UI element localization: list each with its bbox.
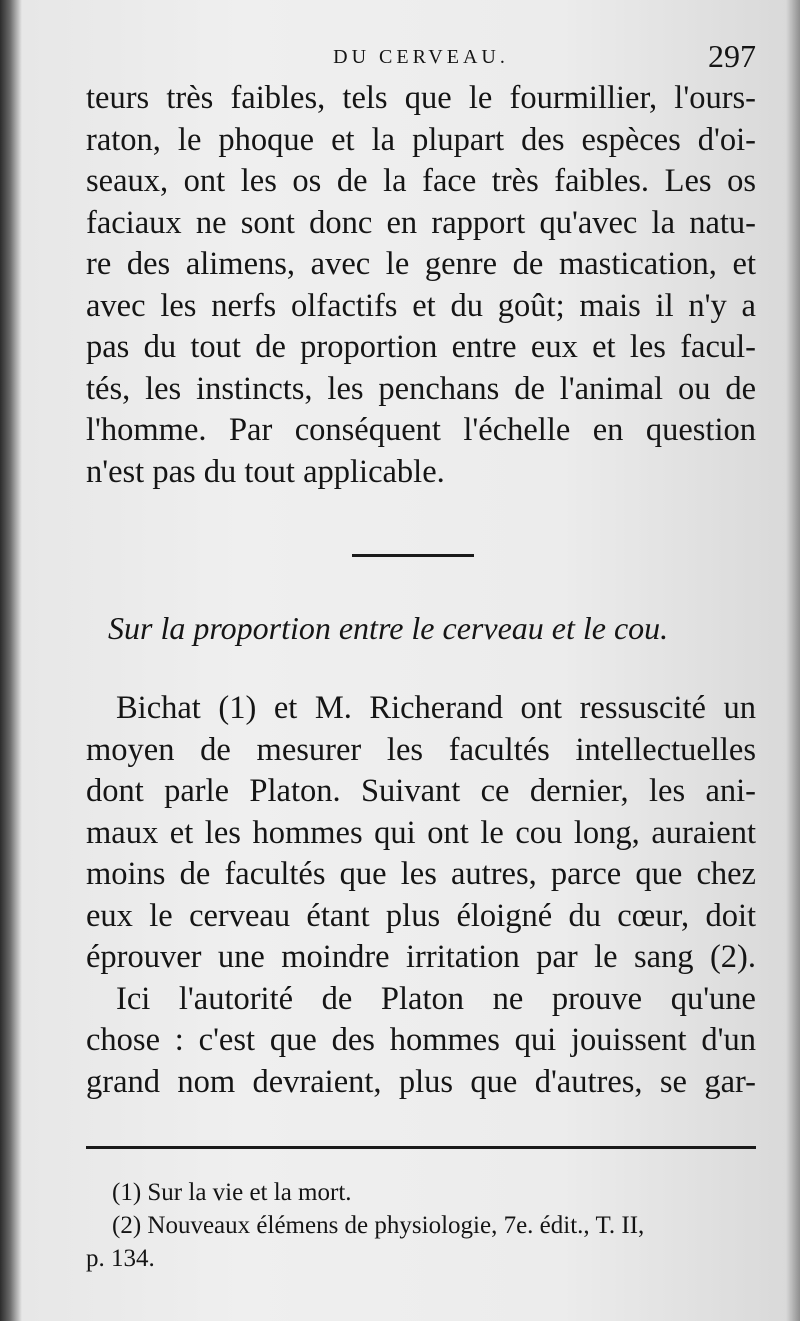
- text-line: avec les nerfs olfactifs et du goût; mais il n'y a: [86, 287, 756, 324]
- footnote-1: (1) Sur la vie et la mort.: [112, 1179, 352, 1206]
- text-line: tés, les instincts, les penchans de l'animal ou de: [86, 370, 756, 407]
- text-line: eux le cerveau étant plus éloigné du cœur, doit: [86, 897, 756, 934]
- text-line: l'homme. Par conséquent l'échelle en question: [86, 412, 756, 448]
- text-line: Bichat (1) et M. Richerand ont ressuscité un: [116, 690, 756, 726]
- text-line: maux et les hommes qui ont le cou long, auraient: [86, 814, 756, 851]
- text-line: pas du tout de proportion entre eux et les facul-: [86, 329, 756, 365]
- text-line: éprouver une moindre irritation par le sang (2).: [86, 939, 756, 975]
- text-line: moyen de mesurer les facultés intellectuelles: [86, 731, 756, 768]
- footnote-2-continued: p. 134.: [86, 1245, 155, 1272]
- text-line: Ici l'autorité de Platon ne prouve qu'une: [116, 980, 756, 1017]
- text-line: faciaux ne sont donc en rapport qu'avec la natu-: [86, 204, 756, 241]
- section-divider: [352, 554, 474, 557]
- page-edge-shadow: [786, 0, 800, 1321]
- text-line: re des alimens, avec le genre de mastication, et: [86, 246, 756, 282]
- text-line: raton, le phoque et la plupart des espèces d'oi-: [86, 121, 756, 158]
- running-head: DU CERVEAU.: [333, 46, 509, 68]
- footnotes: [86, 1176, 756, 1275]
- text-line: teurs très faibles, tels que le fourmillier, l'ours-: [86, 80, 756, 116]
- section-title: Sur la proportion entre le cerveau et le cou.: [108, 610, 669, 646]
- paragraph-2: [86, 688, 756, 1103]
- text-line: dont parle Platon. Suivant ce dernier, les ani-: [86, 773, 756, 809]
- paragraph-1: [86, 78, 756, 493]
- binding-shadow: [0, 0, 22, 1321]
- text-line: moins de facultés que les autres, parce que chez: [86, 856, 756, 892]
- page-header: [86, 38, 756, 82]
- footnote-2: (2) Nouveaux élémens de physiologie, 7e. édit., T. II,: [112, 1212, 645, 1239]
- page-number: 297: [708, 38, 756, 74]
- text-line: chose : c'est que des hommes qui jouissent d'un: [86, 1022, 756, 1058]
- text-line: n'est pas du tout applicable.: [86, 453, 445, 490]
- footnote-rule: [86, 1146, 756, 1149]
- text-line: seaux, ont les os de la face très faibles. Les os: [86, 163, 756, 199]
- text-line: grand nom devraient, plus que d'autres, se gar-: [86, 1063, 756, 1100]
